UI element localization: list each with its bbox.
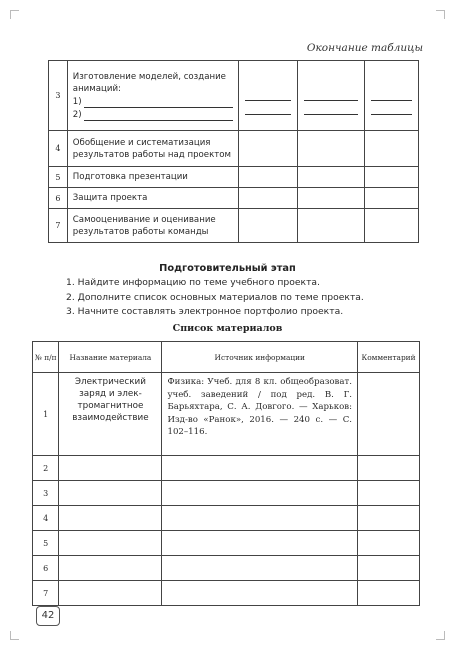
blank-cell xyxy=(358,581,420,606)
blank-cell xyxy=(238,188,298,209)
blank-cell xyxy=(358,481,420,506)
blank-cell xyxy=(358,556,420,581)
row-number: 6 xyxy=(33,556,59,581)
blank-cell xyxy=(365,167,419,188)
table-row xyxy=(33,581,420,606)
prep-stage-title: Подготовительный этап xyxy=(159,263,296,274)
row-number: 2 xyxy=(33,456,59,481)
task-text: Подготовка презентации xyxy=(67,167,238,188)
blank-cell xyxy=(59,531,162,556)
blank-cell xyxy=(365,188,419,209)
row-number: 4 xyxy=(33,506,59,531)
material-source: Физика: Учеб. для 8 кл. общеобразоват. учеб. заведений / под ред. В. Г. Барьяхтара, С. А. Довгого. — Харьков: Изд-во «Ранок», 2016. — 240 с. — С. 102–116. xyxy=(162,373,358,456)
table-row xyxy=(49,61,419,131)
task-text: Обобщение и систематизация результатов работы над проектом xyxy=(67,131,238,167)
blank-cell xyxy=(298,131,365,167)
project-plan-table xyxy=(48,60,419,243)
task-text: Изготовление моделей, создание анимаций: xyxy=(72,71,226,94)
blank-cell xyxy=(365,209,419,243)
sub-item xyxy=(73,95,233,108)
blank-cell xyxy=(162,506,358,531)
blank-cell xyxy=(162,581,358,606)
blank-cell xyxy=(59,456,162,481)
blank-cell xyxy=(59,481,162,506)
row-number: 3 xyxy=(49,61,68,131)
table-row xyxy=(33,456,420,481)
material-name: Электрический заряд и электромагнитное взаимодействие xyxy=(59,373,162,456)
table-row xyxy=(49,167,419,188)
row-number: 7 xyxy=(33,581,59,606)
blank-cell xyxy=(358,506,420,531)
blank-line xyxy=(84,110,233,121)
header-row xyxy=(33,342,420,373)
blank-cell xyxy=(162,456,358,481)
table-row xyxy=(33,506,420,531)
table-row xyxy=(49,188,419,209)
blank-cell xyxy=(365,61,419,131)
table-end-caption: Окончание таблицы xyxy=(306,42,423,54)
blank-line xyxy=(84,97,233,108)
blank-cell xyxy=(162,556,358,581)
blank-cell xyxy=(59,581,162,606)
row-number: 1 xyxy=(33,373,59,456)
sub-item xyxy=(73,108,233,121)
list-item: 3. Начните составлять электронное портфолио проекта. xyxy=(66,306,344,317)
crop-mark xyxy=(10,10,19,19)
blank-cell xyxy=(162,531,358,556)
row-number: 7 xyxy=(49,209,68,243)
blank-cell xyxy=(59,506,162,531)
blank-cell xyxy=(238,131,298,167)
blank-cell xyxy=(162,481,358,506)
table-row xyxy=(49,209,419,243)
table-row xyxy=(33,481,420,506)
task-cell xyxy=(67,61,238,131)
materials-table xyxy=(32,341,420,606)
row-number: 4 xyxy=(49,131,68,167)
list-item: 2. Дополните список основных материалов по теме проекта. xyxy=(66,291,364,303)
blank-cell xyxy=(358,456,420,481)
header-num: № п/п xyxy=(33,342,59,373)
list-item: 1. Найдите информацию по теме учебного проекта. xyxy=(66,277,320,288)
blank-cell xyxy=(298,188,365,209)
blank-cell xyxy=(59,556,162,581)
blank-cell xyxy=(298,167,365,188)
header-source: Источник информации xyxy=(162,342,358,373)
header-comments: Комментарий xyxy=(358,342,420,373)
sub-item-label: 1) xyxy=(72,96,82,107)
material-comment xyxy=(358,373,420,456)
crop-mark xyxy=(436,631,445,640)
table-row xyxy=(49,131,419,167)
blank-cell xyxy=(365,131,419,167)
prep-steps-list xyxy=(66,276,364,320)
blank-cell xyxy=(238,167,298,188)
crop-mark xyxy=(10,631,19,640)
sub-item-label: 2) xyxy=(72,109,82,120)
blank-cell xyxy=(238,61,298,131)
row-number: 6 xyxy=(49,188,68,209)
blank-cell xyxy=(238,209,298,243)
materials-title: Список материалов xyxy=(172,323,283,334)
page-number: 42 xyxy=(36,606,60,626)
task-text: Самооценивание и оценивание результатов работы команды xyxy=(67,209,238,243)
table-row xyxy=(33,531,420,556)
blank-cell xyxy=(298,209,365,243)
row-number: 5 xyxy=(33,531,59,556)
task-text: Защита проекта xyxy=(67,188,238,209)
blank-cell xyxy=(298,61,365,131)
row-number: 5 xyxy=(49,167,68,188)
header-name: Название материала xyxy=(59,342,162,373)
table-row xyxy=(33,556,420,581)
row-number: 3 xyxy=(33,481,59,506)
table-row xyxy=(33,373,420,456)
crop-mark xyxy=(436,10,445,19)
blank-cell xyxy=(358,531,420,556)
